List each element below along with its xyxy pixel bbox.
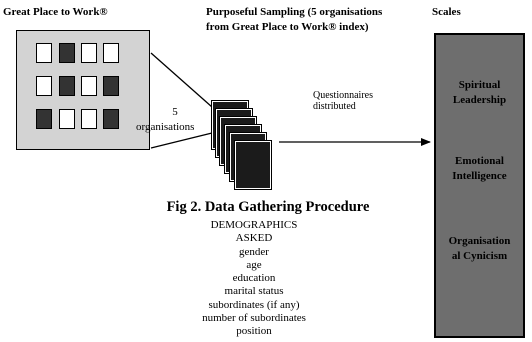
scale-line2: Intelligence <box>452 170 507 182</box>
demographics-item: education <box>232 272 276 285</box>
figure-title <box>0 199 532 216</box>
purposeful-sampling-heading-line2: from Great Place to Work® index) <box>206 21 369 33</box>
scale-emotional-intelligence <box>434 154 525 184</box>
figure-title-text: Fig 2. Data Gathering Procedure <box>166 199 370 215</box>
demographics-item: DEMOGRAPHICS <box>210 219 298 231</box>
scale-line1: Emotional <box>455 155 504 167</box>
demographics-item: ASKED <box>235 232 273 245</box>
organisations-label: organisations <box>136 121 195 133</box>
demographics-item: age <box>246 258 262 271</box>
scale-line1: Organisation <box>448 235 511 247</box>
questionnaires-label-line2: distributed <box>313 101 356 112</box>
scale-line2: Leadership <box>452 94 507 106</box>
scale-line1: Spiritual <box>458 79 501 91</box>
organisations-count: 5 <box>172 106 178 118</box>
demographics-item: gender <box>239 245 269 258</box>
scales-heading: Scales <box>432 6 461 18</box>
great-place-to-work-heading: Great Place to Work® <box>3 6 108 18</box>
demographics-item: number of subordinates <box>202 312 306 325</box>
scale-line2: al Cynicism <box>451 250 508 262</box>
questionnaires-distributed-label <box>313 90 373 112</box>
scale-organisational-cynicism <box>434 234 525 264</box>
funnel-line-top <box>151 53 212 107</box>
scale-spiritual-leadership <box>434 78 525 108</box>
purposeful-sampling-heading-line1: Purposeful Sampling (5 organisations <box>206 6 383 18</box>
demographics-item: marital status <box>224 285 284 298</box>
demographics-list <box>191 219 317 339</box>
stack-card <box>235 141 271 189</box>
demographics-item: position <box>236 325 272 338</box>
funnel-line-bottom <box>151 133 212 148</box>
demographics-item: subordinates (if any) <box>208 298 300 311</box>
questionnaires-label-line1: Questionnaires <box>313 90 373 101</box>
